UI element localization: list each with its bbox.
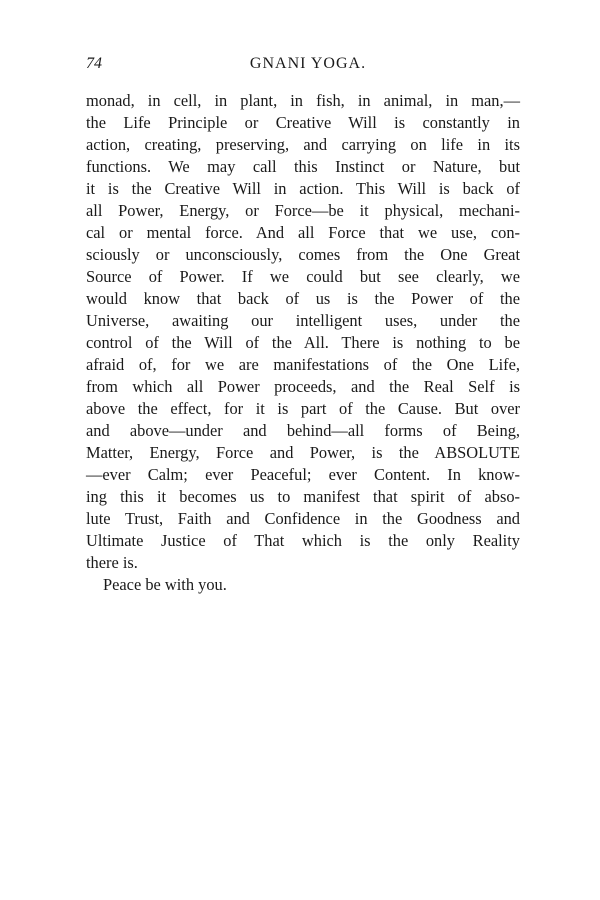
text-line: Ultimate Justice of That which is the only Reality	[86, 531, 520, 550]
text-line: —ever Calm; ever Peaceful; ever Content. In know-	[86, 465, 520, 484]
text-line: Source of Power. If we could but see clearly, we	[86, 267, 520, 286]
text-line: there is.	[86, 553, 138, 572]
text-line: monad, in cell, in plant, in fish, in animal, in man,—	[86, 91, 520, 110]
text-line: and above—under and behind—all forms of Being,	[86, 421, 520, 440]
text-line: action, creating, preserving, and carrying on life in its	[86, 135, 520, 154]
text-line: sciously or unconsciously, comes from the One Great	[86, 245, 520, 264]
page-number: 74	[86, 55, 102, 72]
text-line: afraid of, for we are manifestations of the One Life,	[86, 355, 520, 374]
text-line: Universe, awaiting our intelligent uses, under the	[86, 311, 520, 330]
text-line: Matter, Energy, Force and Power, is the ABSOLUTE	[86, 443, 520, 462]
text-line: functions. We may call this Instinct or Nature, but	[86, 157, 520, 176]
text-line: ing this it becomes us to manifest that spirit of abso-	[86, 487, 520, 506]
running-head: GNANI YOGA.	[249, 55, 367, 72]
text-line: would know that back of us is the Power of the	[86, 289, 520, 308]
body-text	[86, 90, 520, 596]
text-line: control of the Will of the All. There is nothing to be	[86, 333, 520, 352]
page-header	[86, 55, 520, 79]
text-line: from which all Power proceeds, and the Real Self is	[86, 377, 520, 396]
text-line: the Life Principle or Creative Will is constantly in	[86, 113, 520, 132]
text-line: cal or mental force. And all Force that we use, con-	[86, 223, 520, 242]
closing-line: Peace be with you.	[103, 575, 227, 594]
text-line: it is the Creative Will in action. This Will is back of	[86, 179, 520, 198]
text-line: above the effect, for it is part of the Cause. But over	[86, 399, 520, 418]
text-line: lute Trust, Faith and Confidence in the Goodness and	[86, 509, 520, 528]
text-line: all Power, Energy, or Force—be it physical, mechani-	[86, 201, 520, 220]
